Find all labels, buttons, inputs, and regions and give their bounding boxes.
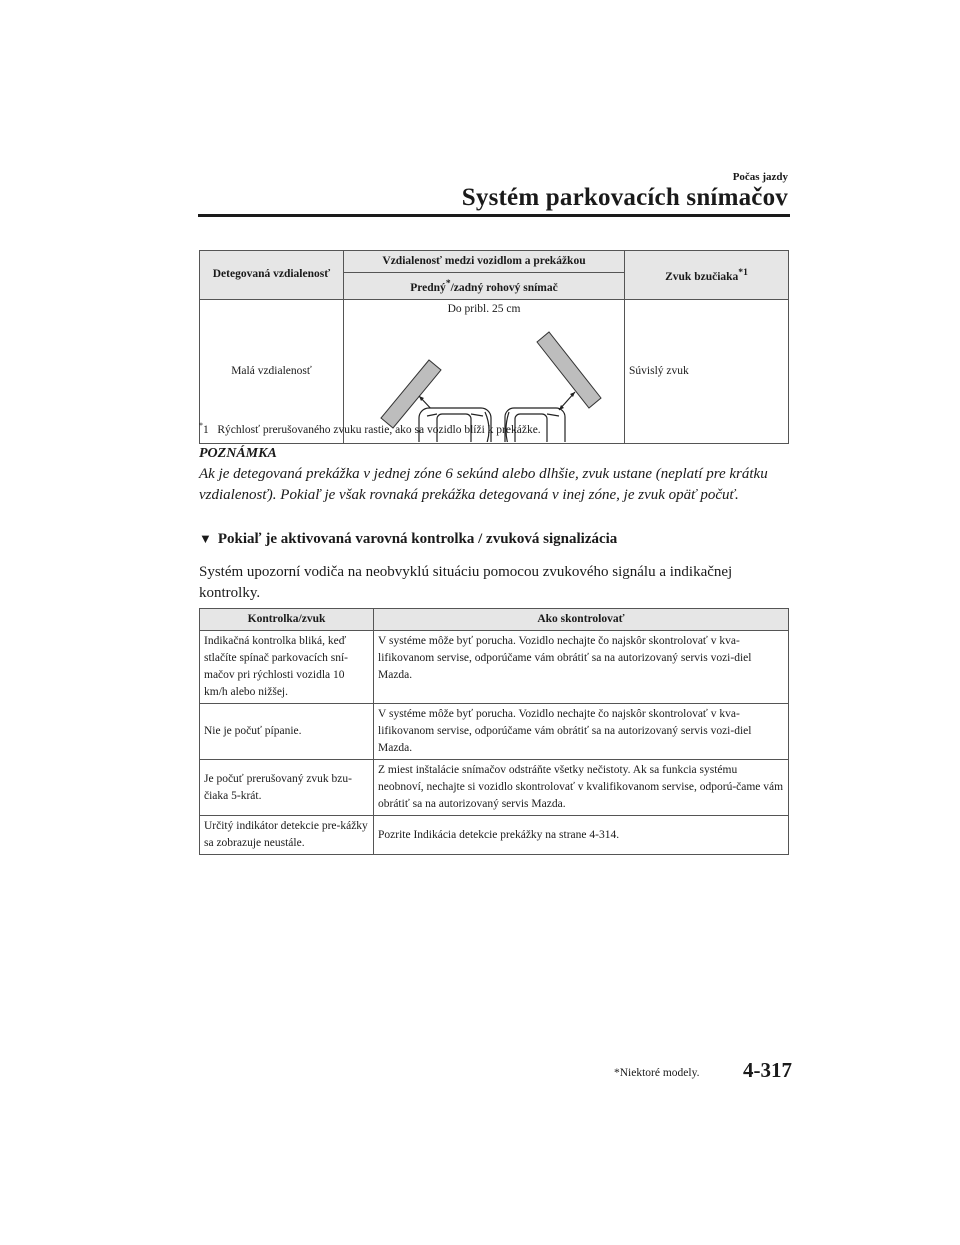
table-row: [200, 816, 789, 855]
page-number: 4-317: [743, 1058, 792, 1082]
warning-indicator-table: [199, 608, 789, 855]
note-title: POZNÁMKA: [199, 446, 277, 461]
section-heading: ▼ Pokiaľ je aktivovaná varovná kontrolka / zvuková signalizácia: [199, 531, 618, 547]
section-body: Systém upozorní vodiča na neobvyklú situáciu pomocou zvukového signálu a indikačnej kontrolky.: [199, 564, 733, 601]
indicator-text: Nie je počuť pípanie.: [200, 704, 374, 760]
action-text: Pozrite Indikácia detekcie prekážky na strane 4-314.: [374, 816, 789, 855]
buzzer-sound-value: Súvislý zvuk: [625, 299, 789, 443]
distance-column-header: Detegovaná vzdialenosť: [200, 251, 344, 300]
indicator-text: Určitý indikátor detekcie pre-kážky sa zobrazuje neustále.: [200, 816, 374, 855]
triangle-marker-icon: ▼: [199, 531, 212, 546]
right-obstacle: [537, 332, 601, 408]
distance-value: Malá vzdialenosť: [200, 299, 344, 443]
section-label: Počas jazdy: [732, 171, 788, 183]
corner-sensor-header: Predný*/zadný rohový snímač: [344, 273, 625, 300]
header-divider: [198, 214, 790, 217]
buzzer-sound-header: Zvuk bzučiaka$^{*1}$: [625, 251, 789, 300]
footnote: *1 Rýchlosť prerušovaného zvuku rastie, ako sa vozidlo blíži k prekážke.: [199, 421, 541, 436]
diagram-label: Do pribl. 25 cm: [447, 302, 521, 315]
indicator-text: Indikačná kontrolka bliká, keď stlačíte spínač parkovacích sní-mačov pri rýchlosti vozidla 10 km/h alebo nižšej.: [200, 631, 374, 704]
indicator-text: Je počuť prerušovaný zvuk bzu-čiaka 5-krát.: [200, 760, 374, 816]
sensor-distance-table: [199, 250, 789, 444]
action-text: V systéme môže byť porucha. Vozidlo nechajte čo najskôr skontrolovať v kva-lifikovanom servise, odporúčame vám obrátiť sa na autorizovaný servis vozi-diel Mazda.: [374, 631, 789, 704]
vehicle-obstacle-distance-header: Vzdialenosť medzi vozidlom a prekážkou: [344, 251, 625, 273]
action-text: V systéme môže byť porucha. Vozidlo nechajte čo najskôr skontrolovať v kva-lifikovanom servise, odporúčame vám obrátiť sa na autorizovaný servis vozi-diel Mazda.: [374, 704, 789, 760]
table-row: [200, 704, 789, 760]
check-column-header: Ako skontrolovať: [374, 609, 789, 631]
note-body: Ak je detegovaná prekážka v jednej zóne 6 sekúnd alebo dlhšie, zvuk ustane (neplatí pre krátku vzdialenosť). Pokiaľ je však rovnaká prekážka detegovaná v inej zóne, je zvuk opäť počuť.: [199, 466, 768, 503]
page-title: Systém parkovacích snímačov: [461, 184, 788, 211]
action-text: Z miest inštalácie snímačov odstráňte všetky nečistoty. Ak sa funkcia systému neobnoví, nechajte si vozidlo skontrolovať v kvalifikovanom servise, odporú-čame vám obrátiť sa na autorizovaný servis Mazda.: [374, 760, 789, 816]
table-row: [200, 631, 789, 704]
models-footnote: *Niektoré modely.: [614, 1067, 700, 1079]
table-row: [200, 760, 789, 816]
indicator-column-header: Kontrolka/zvuk: [200, 609, 374, 631]
